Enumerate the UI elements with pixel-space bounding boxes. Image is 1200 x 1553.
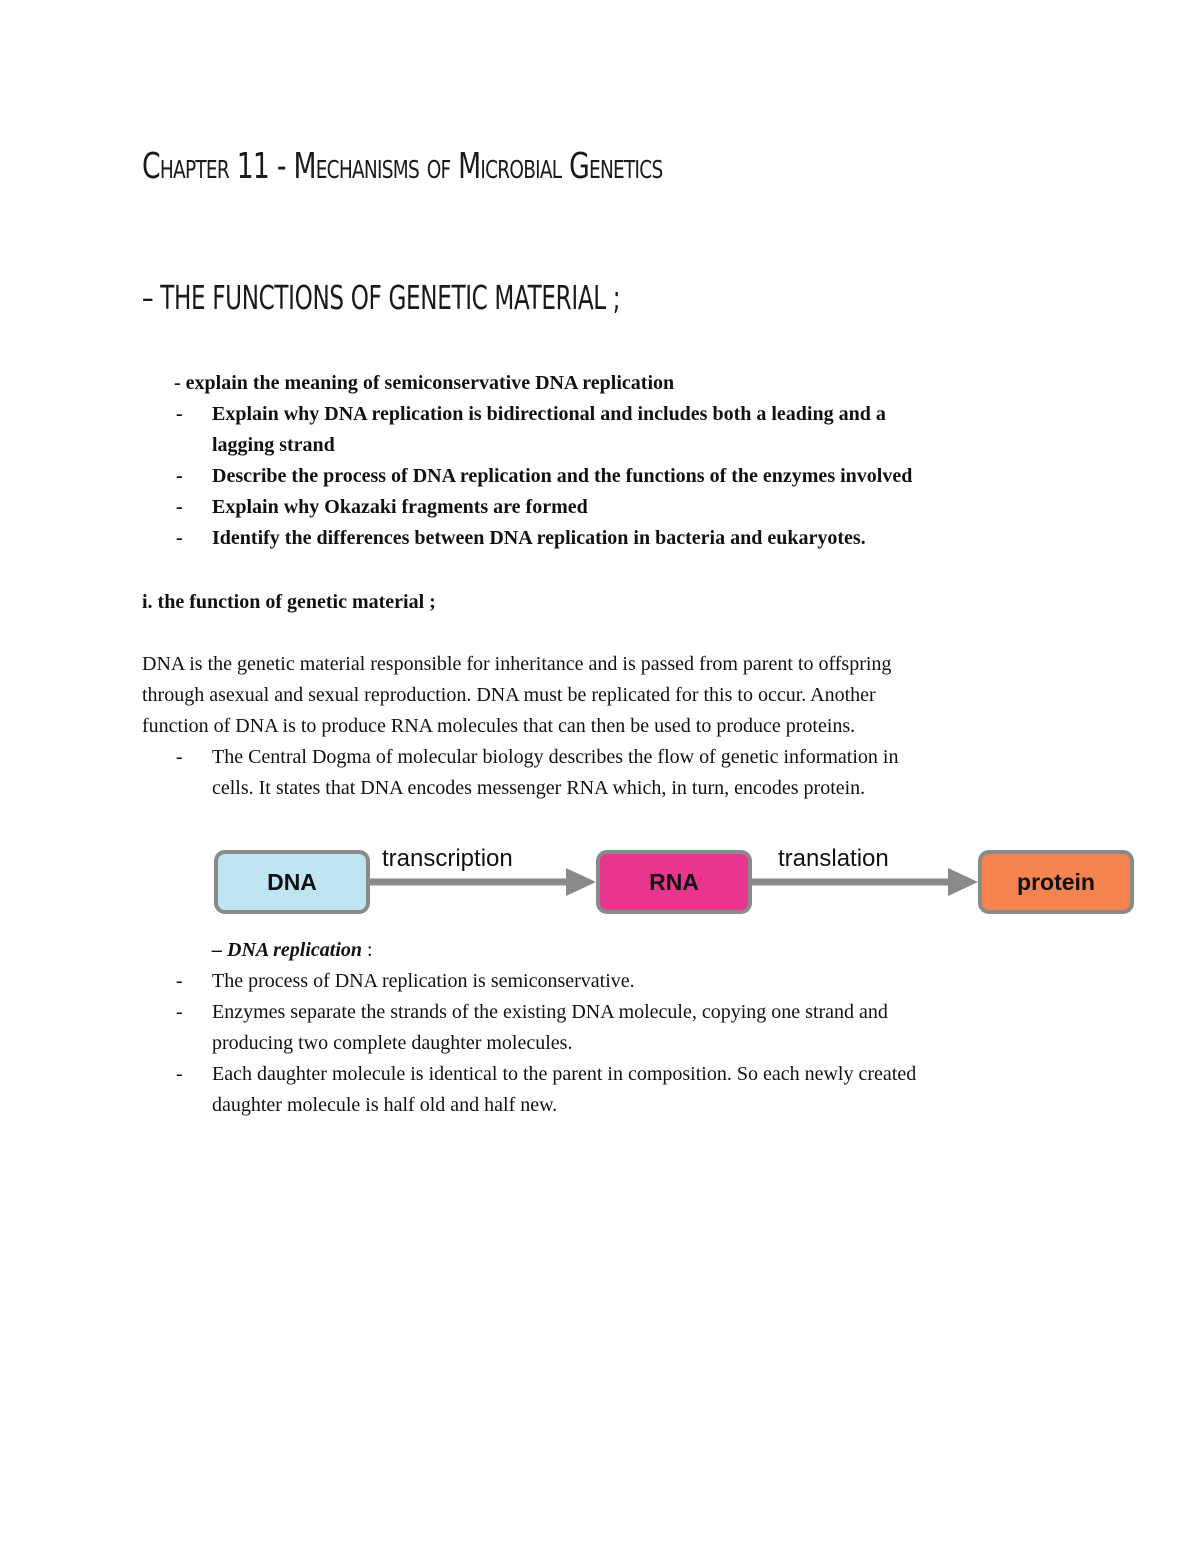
chapter-title: Chapter 11 - Mechanisms of Microbial Genetics (142, 146, 663, 187)
objective-line: lagging strand (212, 434, 335, 456)
paragraph-line: through asexual and sexual reproduction. DNA must be replicated for this to occur. Another (142, 684, 876, 706)
rna-node-label: RNA (649, 869, 699, 895)
objectives-list (142, 368, 1062, 554)
central-dogma-svg (212, 838, 1142, 922)
replication-heading (142, 935, 1062, 966)
dash-marker: - (176, 527, 183, 549)
bullet-line: Each daughter molecule is identical to the parent in composition. So each newly created (212, 1063, 917, 1085)
replication-bullet (142, 997, 1062, 1059)
objective-item: - explain the meaning of semiconservative DNA replication (174, 372, 675, 394)
dna-node-label: DNA (267, 869, 317, 895)
intro-paragraph (142, 649, 1062, 804)
section-heading: – THE FUNCTIONS OF GENETIC MATERIAL ; (142, 278, 621, 317)
translation-label: translation (778, 845, 889, 872)
replication-section (142, 935, 1062, 1121)
objective-item (142, 461, 1062, 492)
paragraph-line: function of DNA is to produce RNA molecules that can then be used to produce proteins. (142, 715, 856, 737)
bullet-line: The Central Dogma of molecular biology describes the flow of genetic information in (212, 746, 899, 768)
dash-marker: - (176, 403, 183, 425)
replication-heading-suffix: : (362, 939, 373, 961)
objective-item (142, 399, 1062, 461)
objective-line: Identify the differences between DNA replication in bacteria and eukaryotes. (212, 527, 866, 549)
objective-line: Explain why DNA replication is bidirectional and includes both a leading and a (212, 403, 886, 425)
replication-heading-text: – DNA replication (212, 939, 363, 961)
transcription-label: transcription (382, 845, 513, 872)
dash-marker: - (176, 496, 183, 518)
bullet-line: cells. It states that DNA encodes messenger RNA which, in turn, encodes protein. (212, 777, 866, 799)
subsection-title: i. the function of genetic material ; (142, 591, 436, 613)
paragraph-line: DNA is the genetic material responsible for inheritance and is passed from parent to offspring (142, 653, 892, 675)
dash-marker: - (176, 1063, 183, 1085)
objective-item (142, 492, 1062, 523)
central-dogma-diagram (212, 838, 1142, 922)
objective-item (142, 523, 1062, 554)
objective-line: Explain why Okazaki fragments are formed (212, 496, 588, 518)
objective-line: Describe the process of DNA replication and the functions of the enzymes involved (212, 465, 913, 487)
replication-bullet (142, 966, 1062, 997)
replication-bullet (142, 1059, 1062, 1121)
bullet-line: producing two complete daughter molecules. (212, 1032, 573, 1054)
central-dogma-bullet (142, 742, 1062, 804)
dash-marker: - (176, 465, 183, 487)
bullet-line: The process of DNA replication is semiconservative. (212, 970, 635, 992)
subsection-title-block (142, 587, 1062, 618)
bullet-line: Enzymes separate the strands of the existing DNA molecule, copying one strand and (212, 1001, 888, 1023)
dash-marker: - (176, 1001, 183, 1023)
translation-arrowhead (948, 868, 978, 896)
protein-node-label: protein (1017, 869, 1095, 895)
dash-marker: - (176, 970, 183, 992)
bullet-line: daughter molecule is half old and half new. (212, 1094, 558, 1116)
dash-marker: - (176, 746, 183, 768)
transcription-arrowhead (566, 868, 596, 896)
